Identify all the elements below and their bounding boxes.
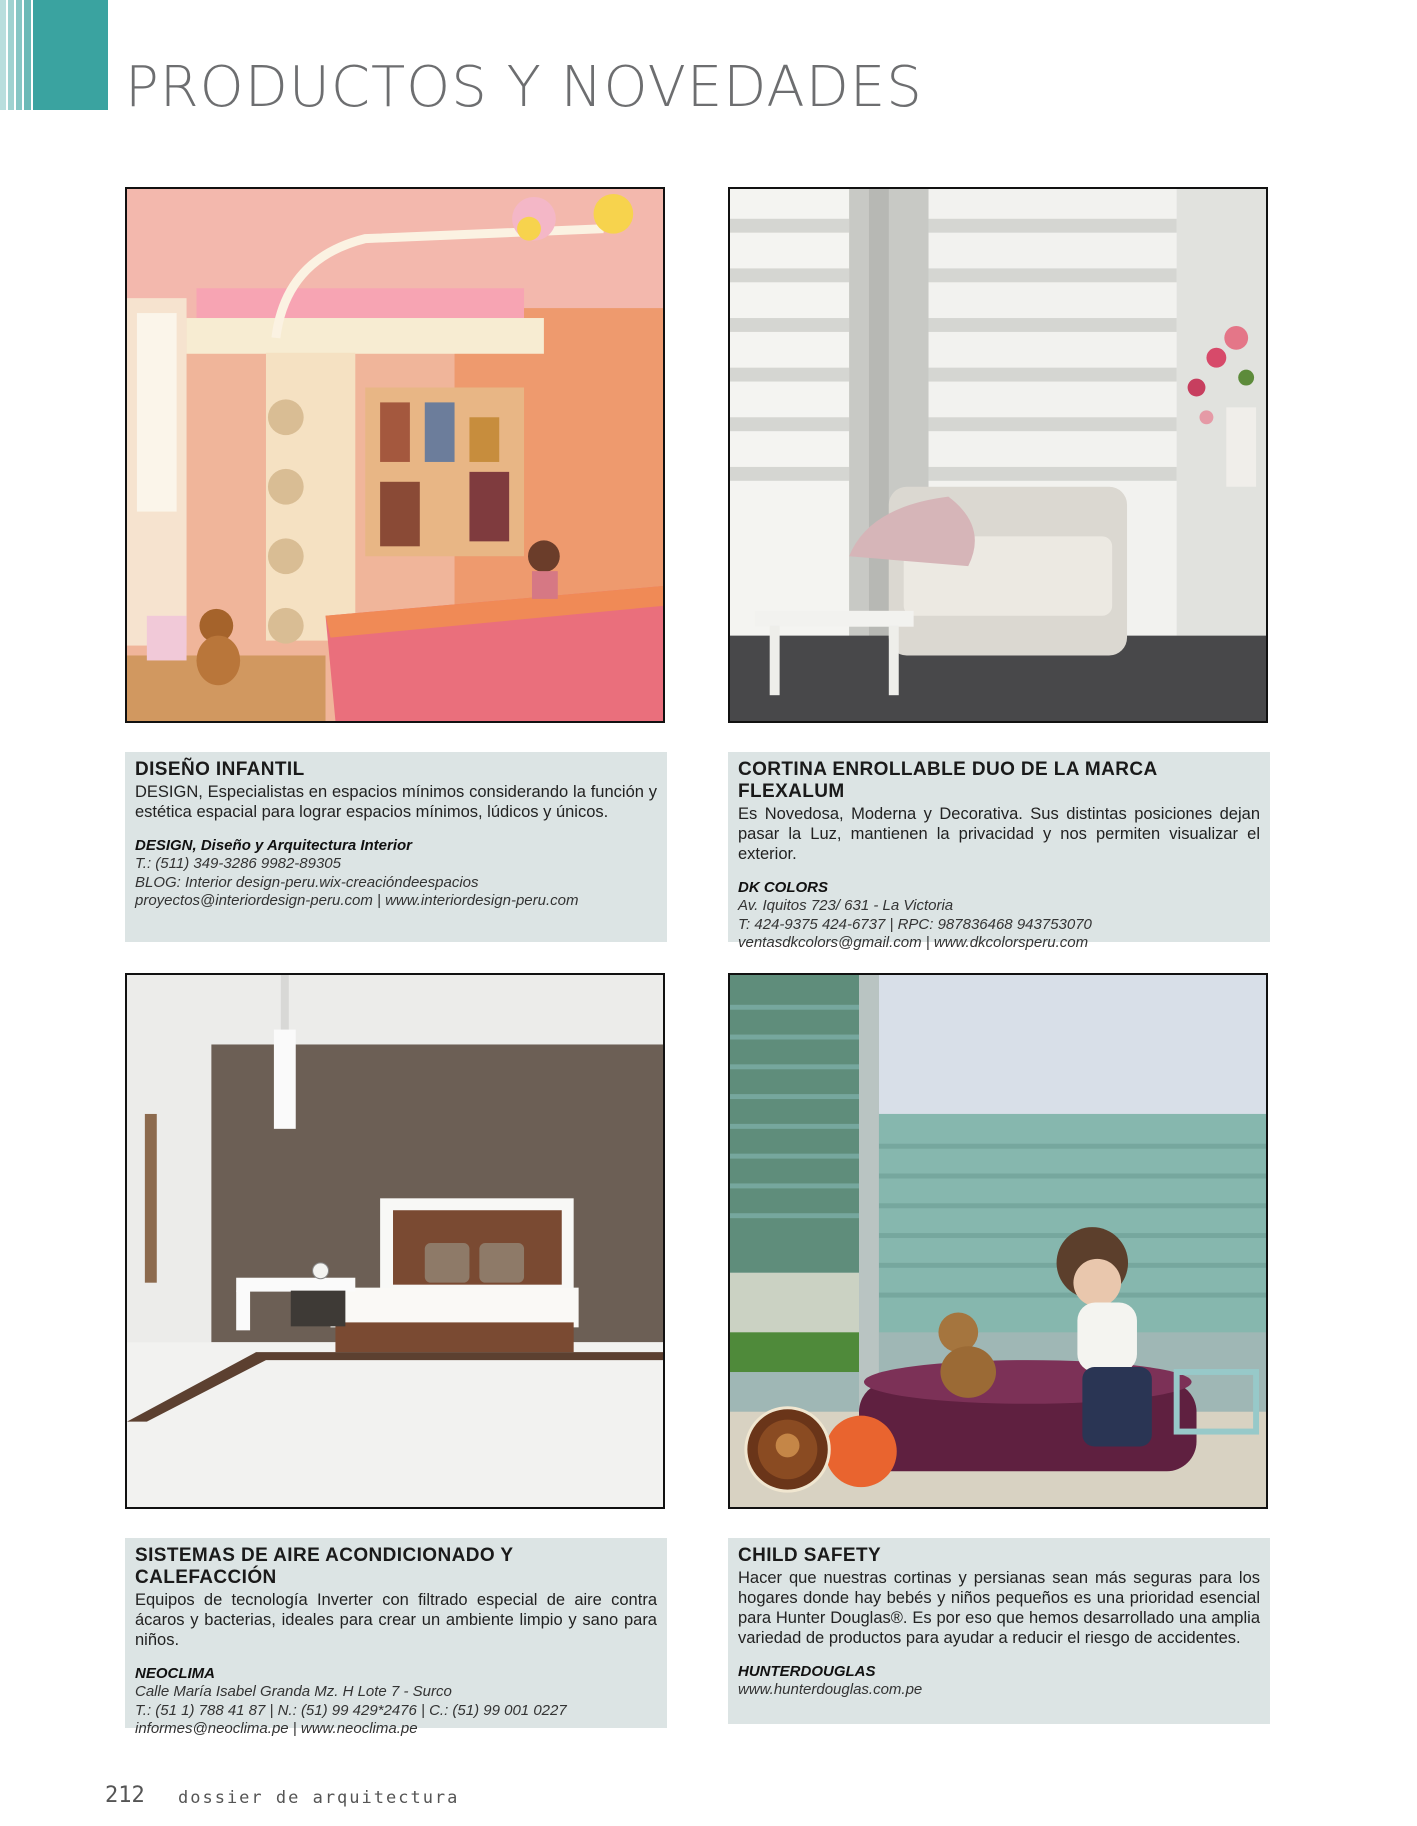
product-image-child-safety bbox=[728, 973, 1268, 1509]
company-name: DK COLORS bbox=[738, 879, 828, 896]
product-title: CORTINA ENROLLABLE DUO DE LA MARCA FLEXALUM bbox=[738, 759, 1157, 802]
product-info-diseno-infantil bbox=[125, 752, 667, 942]
product-description: DESIGN, Especialistas en espacios mínimos considerando la función y estética espacial para lograr espacios mínimos, lúdicos y únicos. bbox=[135, 783, 657, 821]
contact-web: www.hunterdouglas.com.pe bbox=[738, 1681, 923, 1698]
product-description: Hacer que nuestras cortinas y persianas sean más seguras para los hogares donde hay bebés y niños pequeños es una prioridad esencial para Hunter Douglas®. Es por eso que hemos desarrollado una amplia variedad de productos para ayudar a reducir el riesgo de accidentes. bbox=[738, 1569, 1260, 1647]
product-description: Es Novedosa, Moderna y Decorativa. Sus distintas posiciones dejan pasar la Luz, mantienen la privacidad y nos permiten visualizar el exterior. bbox=[738, 805, 1260, 863]
page-number: 212 bbox=[105, 1783, 145, 1808]
company-name: NEOCLIMA bbox=[135, 1665, 215, 1682]
contact-web: ventasdkcolors@gmail.com | www.dkcolorsperu.com bbox=[738, 934, 1089, 951]
product-title: CHILD SAFETY bbox=[738, 1545, 882, 1566]
product-info-cortina-enrollable bbox=[728, 752, 1270, 951]
product-image-bedroom bbox=[125, 973, 665, 1509]
contact-web: informes@neoclima.pe | www.neoclima.pe bbox=[135, 1720, 418, 1737]
contact-web: proyectos@interiordesign-peru.com | www.interiordesign-peru.com bbox=[135, 892, 579, 909]
contact-phone: T.: (51 1) 788 41 87 | N.: (51) 99 429*2476 | C.: (51) 99 001 0227 bbox=[135, 1701, 567, 1719]
contact-address: Calle María Isabel Granda Mz. H Lote 7 - Surco bbox=[135, 1683, 452, 1700]
product-image-kids-room bbox=[125, 187, 665, 723]
product-info-aire-acondicionado bbox=[125, 1538, 667, 1737]
header-decoration bbox=[0, 0, 108, 110]
product-image-roller-blind bbox=[728, 187, 1268, 723]
product-description: Equipos de tecnología Inverter con filtrado especial de aire contra ácaros y bacterias, ideales para crear un ambiente limpio y sano para niños. bbox=[135, 1591, 657, 1649]
publication-name: dossier de arquitectura bbox=[178, 1788, 460, 1808]
product-info-child-safety bbox=[728, 1538, 1270, 1724]
contact-phone: T: 424-9375 424-6737 | RPC: 987836468 943753070 bbox=[738, 915, 1092, 933]
contact-blog: BLOG: Interior design-peru.wix-creacióndeespacios bbox=[135, 873, 479, 891]
product-title: DISEÑO INFANTIL bbox=[135, 759, 305, 780]
page-title: PRODUCTOS Y NOVEDADES bbox=[125, 55, 923, 120]
company-name: DESIGN, Diseño y Arquitectura Interior bbox=[135, 837, 412, 854]
product-title: SISTEMAS DE AIRE ACONDICIONADO Y CALEFACCIÓN bbox=[135, 1545, 514, 1588]
contact-phone: T.: (511) 349-3286 9982-89305 bbox=[135, 855, 341, 872]
contact-address: Av. Iquitos 723/ 631 - La Victoria bbox=[738, 897, 954, 914]
company-name: HUNTERDOUGLAS bbox=[738, 1663, 876, 1680]
